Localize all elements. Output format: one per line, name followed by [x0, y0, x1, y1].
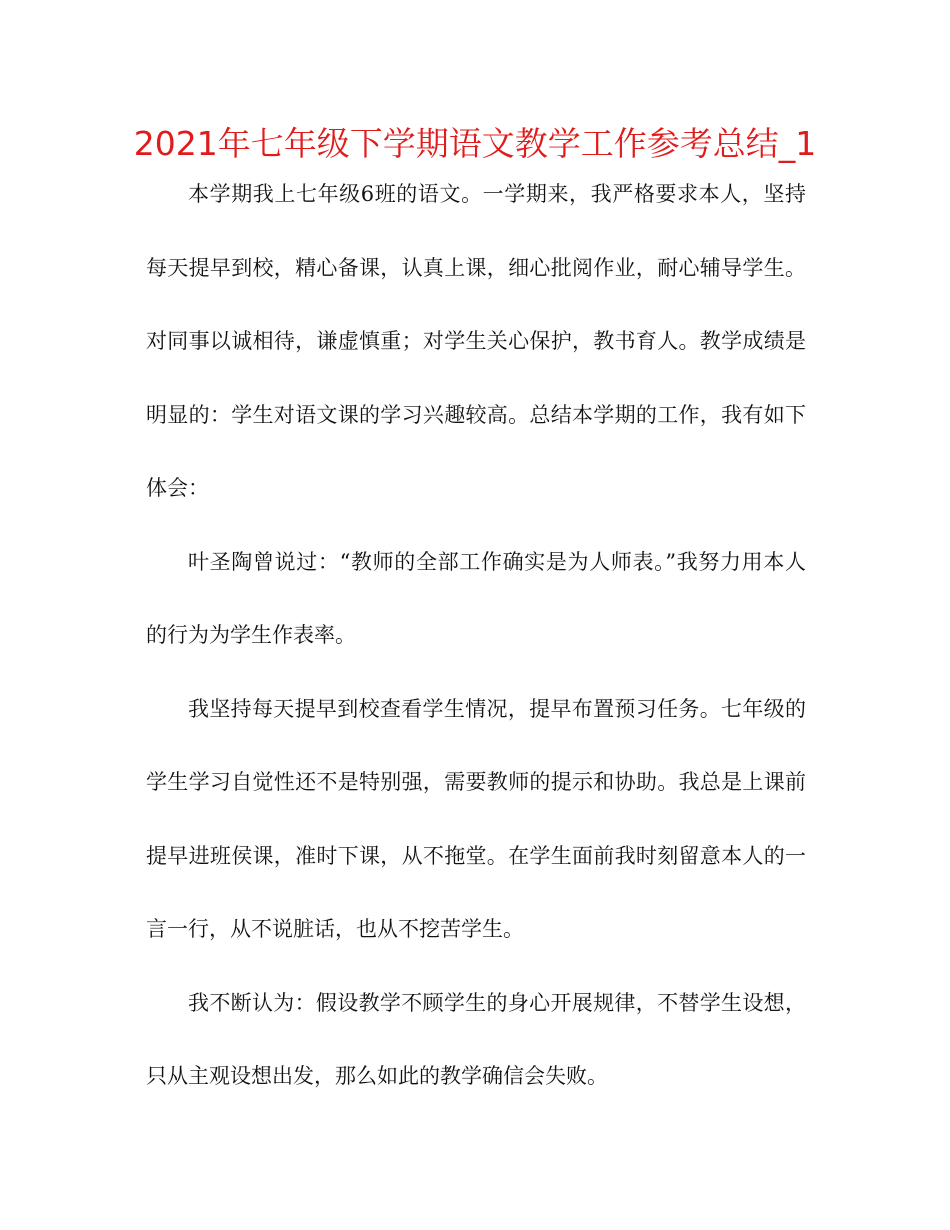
document-title: 2021年七年级下学期语文教学工作参考总结_1 — [133, 124, 817, 163]
paragraph: 我不断认为：假设教学不顾学生的身心开展规律，不替学生设想，只从主观设想出发，那么如此的教学确信会失败。 — [146, 990, 806, 1088]
paragraph: 我坚持每天提早到校查看学生情况，提早布置预习任务。七年级的学生学习自觉性还不是特别强，需要教师的提示和协助。我总是上课前提早进班侯课，准时下课，从不拖堂。在学生面前我时刻留意本人的一言一行，从不说脏话，也从不挖苦学生。 — [146, 696, 806, 941]
document-body — [146, 158, 806, 1114]
paragraph: 本学期我上七年级6班的语文。一学期来，我严格要求本人，坚持每天提早到校，精心备课，认真上课，细心批阅作业，耐心辅导学生。对同事以诚相待，谦虚慎重；对学生关心保护，教书育人。教学成绩是明显的：学生对语文课的学习兴趣较高。总结本学期的工作，我有如下体会： — [146, 182, 806, 500]
paragraph: 叶圣陶曾说过：“教师的全部工作确实是为人师表。”我努力用本人的行为为学生作表率。 — [146, 549, 806, 647]
